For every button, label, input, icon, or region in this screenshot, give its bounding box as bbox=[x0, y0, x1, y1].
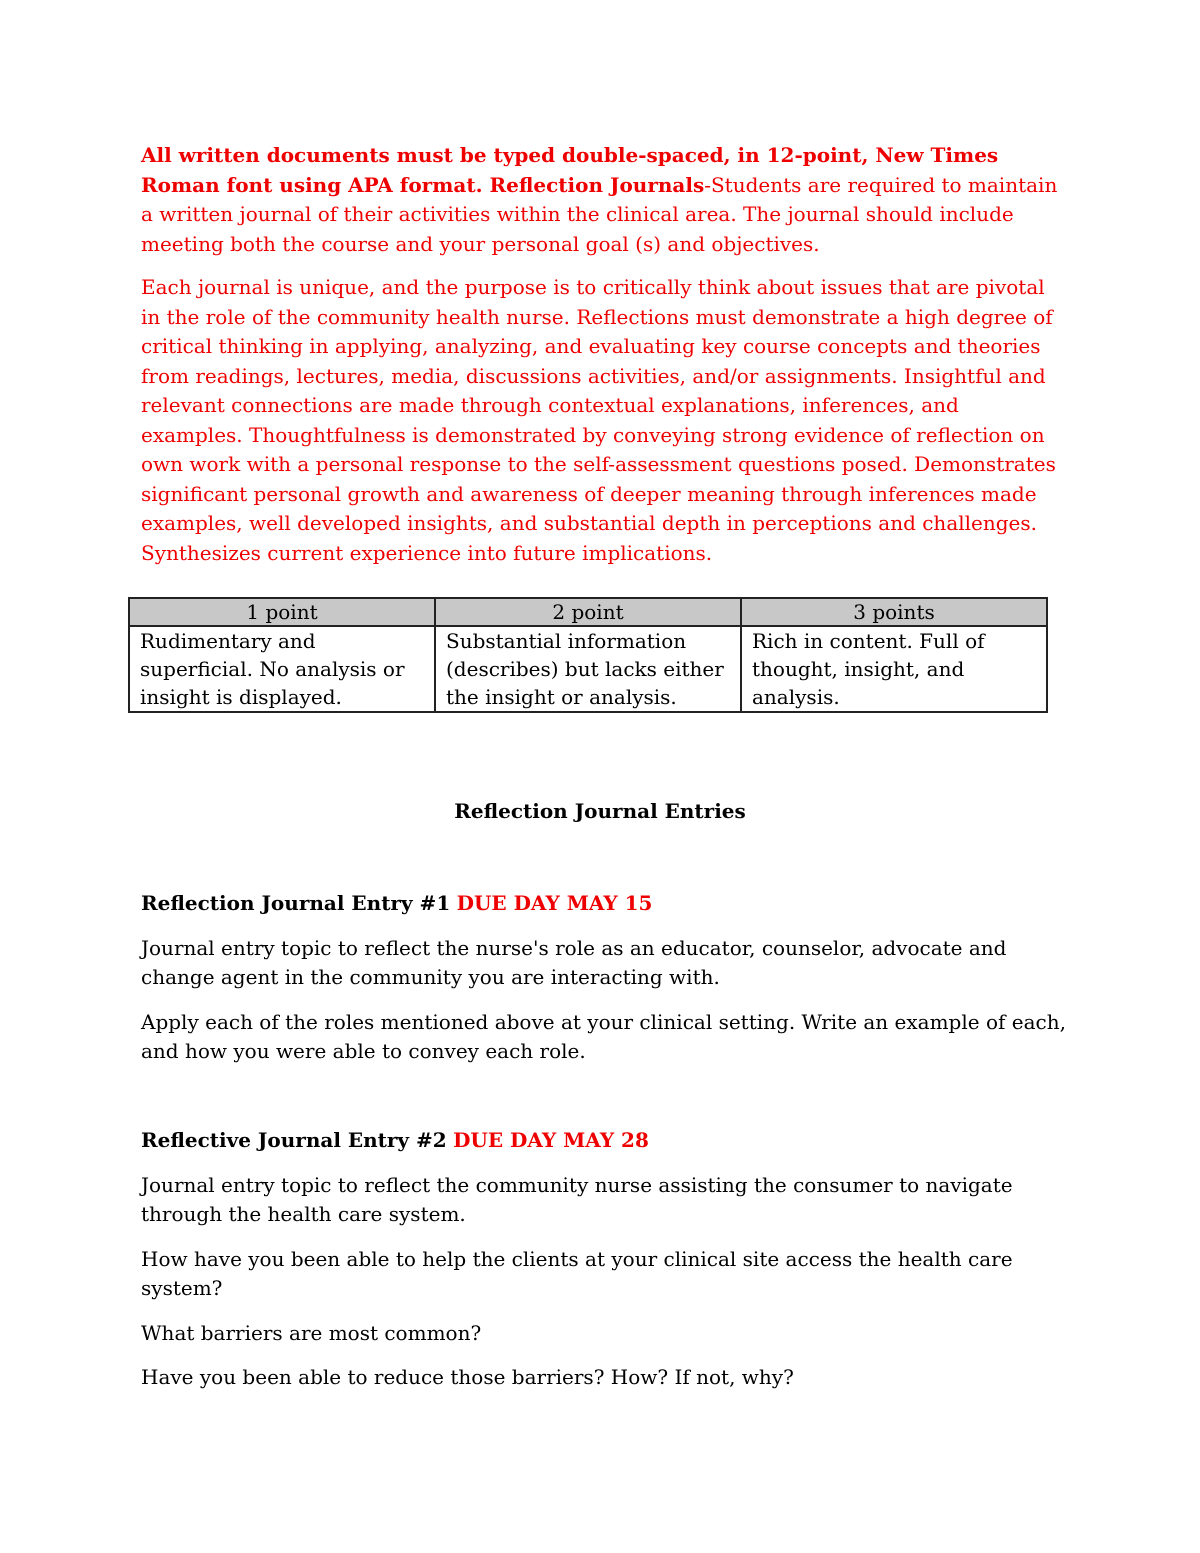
entry-1-heading-line bbox=[141, 889, 1081, 919]
journal-entry-2 bbox=[141, 1126, 1081, 1408]
journal-entry-1 bbox=[141, 889, 1081, 1082]
rubric-header-3-points: 3 points bbox=[741, 598, 1047, 626]
entry-2-due-date: DUE DAY MAY 28 bbox=[453, 1128, 649, 1152]
entry-2-question-barriers: What barriers are most common? bbox=[141, 1320, 482, 1345]
rubric-cell-2-point: Substantial information (describes) but lacks either the insight or analysis. bbox=[435, 626, 741, 712]
section-title: Reflection Journal Entries bbox=[454, 799, 746, 823]
rubric-description-row bbox=[129, 626, 1047, 712]
rubric-header-1-point: 1 point bbox=[129, 598, 435, 626]
grading-rubric-table bbox=[128, 597, 1048, 713]
entry-2-question-reduce: Have you been able to reduce those barriers? How? If not, why? bbox=[141, 1365, 794, 1389]
entry-1-instructions: Apply each of the roles mentioned above at your clinical setting. Write an example of each, and how you were able to convey each role. bbox=[141, 1009, 1066, 1063]
rubric-header-2-point: 2 point bbox=[435, 598, 741, 626]
rubric-cell-1-point: Rudimentary and superficial. No analysis or insight is displayed. bbox=[129, 626, 435, 712]
instructions-paragraph bbox=[141, 141, 1061, 259]
rubric-header-row bbox=[129, 598, 1047, 626]
entry-2-heading-line bbox=[141, 1126, 1081, 1156]
entry-1-topic: Journal entry topic to reflect the nurse's role as an educator, counselor, advocate and change agent in the community you are interacting with. bbox=[141, 935, 1007, 989]
instructions-block bbox=[141, 141, 1061, 582]
rubric-cell-3-points: Rich in content. Full of thought, insight, and analysis. bbox=[741, 626, 1047, 712]
journal-purpose-paragraph: Each journal is unique, and the purpose is to critically think about issues that are pivotal in the role of the community health nurse. Reflections must demonstrate a high degree of critical thinking in applying, analyzing, and evaluating key course concepts and theories from readings, lectures, media, discussions activities, and/or assignments. Insightful and relevant connections are made through contextual explanations, inferences, and examples. Thoughtfulness is demonstrated by conveying strong evidence of reflection on own work with a personal response to the self-assessment questions posed. Demonstrates significant personal growth and awareness of deeper meaning through inferences made examples, well developed insights, and substantial depth in perceptions and challenges. Synthesizes current experience into future implications. bbox=[141, 275, 1056, 565]
entry-2-heading: Reflective Journal Entry #2 bbox=[141, 1128, 447, 1152]
entry-1-due-date: DUE DAY MAY 15 bbox=[456, 891, 653, 915]
instructions-lead-rest: -Students are required to maintain a written journal of their activities within the clinical area. The journal should include meeting both the course and your personal goal (s) and objectives. bbox=[141, 172, 1058, 256]
entry-2-topic: Journal entry topic to reflect the community nurse assisting the consumer to navigate through the health care system. bbox=[141, 1172, 1013, 1226]
instructions-bold-lead: All written documents must be typed double-spaced, in 12-point, New Times Roman font using APA format. Reflection Journals bbox=[141, 143, 999, 197]
entry-1-heading: Reflection Journal Entry #1 bbox=[141, 891, 451, 915]
entry-2-question-access: How have you been able to help the clients at your clinical site access the health care system? bbox=[141, 1246, 1013, 1300]
